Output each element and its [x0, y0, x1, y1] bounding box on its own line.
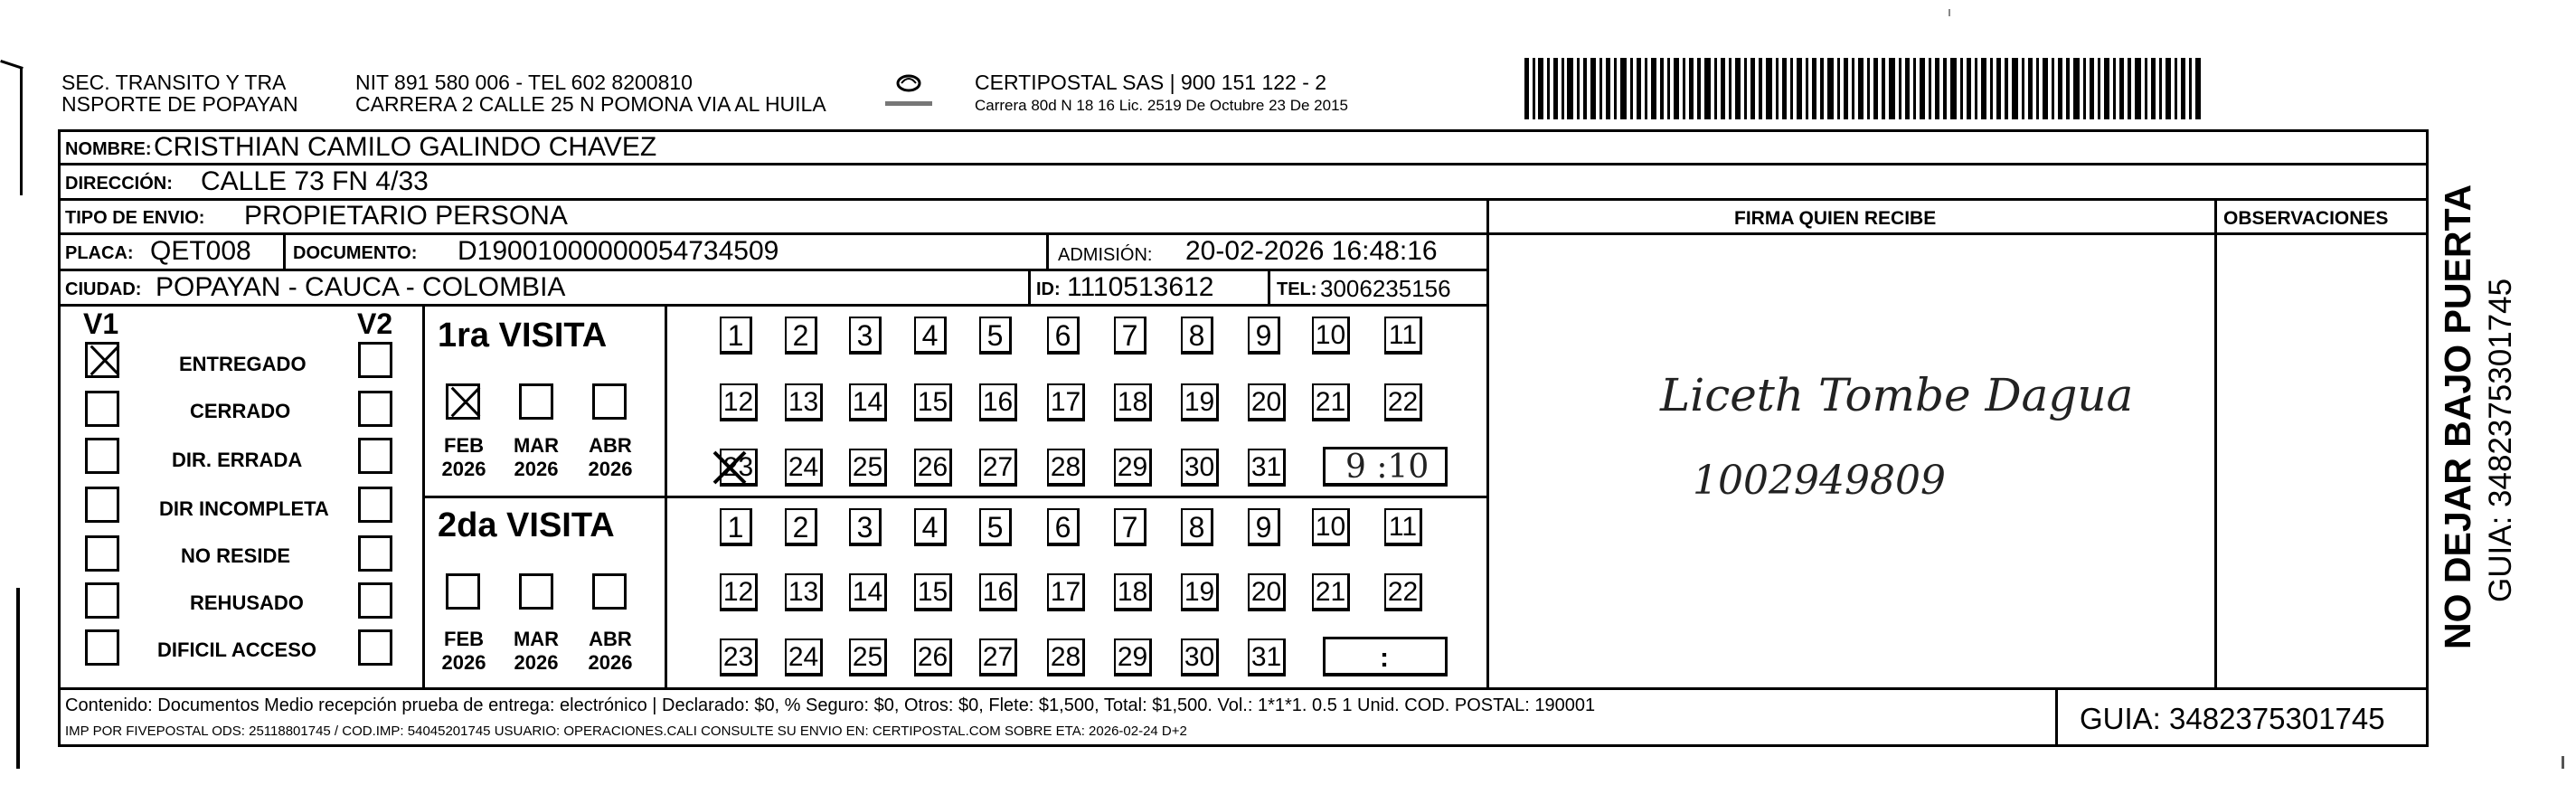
placa-value: QET008	[150, 236, 251, 266]
visit1-day-box[interactable]: 2	[785, 317, 817, 355]
visit2-day-box[interactable]: 17	[1047, 573, 1085, 611]
visit2-day-box[interactable]: 31	[1248, 638, 1286, 676]
visit2-day-box[interactable]: 30	[1181, 638, 1219, 676]
visit2-abr-checkbox[interactable]	[592, 573, 627, 610]
documento-value: D19001000000054734509	[458, 236, 779, 266]
ciudad-value: POPAYAN - CAUCA - COLOMBIA	[156, 272, 566, 302]
visit2-day-box[interactable]: 13	[785, 573, 823, 611]
visit1-day-box[interactable]: 1	[720, 317, 752, 355]
signature-id: 1002949809	[1693, 458, 1946, 504]
admision-value: 20-02-2026 16:48:16	[1185, 236, 1438, 266]
footer-contenido: Contenido: Documentos Medio recepción prueba de entrega: electrónico | Declarado: $0, % Seguro: $0, Otros: $0, Flete: $1,500, Total: $1,500. Vol.: 1*1*1. 0.5 1 Unid. COD. POSTAL: 190001	[65, 695, 1596, 715]
direccion-label: DIRECCIÓN:	[65, 174, 173, 194]
visit2-mar-checkbox[interactable]	[519, 573, 553, 610]
visit2-day-box[interactable]: 23	[720, 638, 758, 676]
visit2-day-box[interactable]: 7	[1114, 508, 1146, 546]
visit2-day-box[interactable]: 6	[1047, 508, 1080, 546]
rule-ciudad-id	[1028, 270, 1031, 306]
visit1-day-box[interactable]: 30	[1181, 449, 1219, 487]
visit2-day-box[interactable]: 27	[979, 638, 1017, 676]
barcode	[1524, 58, 2203, 119]
visit1-day-box[interactable]: 12	[720, 383, 758, 421]
ciudad-label: CIUDAD:	[65, 279, 142, 299]
visit1-day-box[interactable]: 5	[979, 317, 1012, 355]
visit1-day-box[interactable]: 4	[914, 317, 947, 355]
visit2-day-box[interactable]: 15	[914, 573, 952, 611]
v1-dir-errada-checkbox[interactable]	[85, 438, 119, 474]
footer-guia: GUIA: 3482375301745	[2080, 702, 2385, 735]
status-cerrado-label: CERRADO	[190, 400, 291, 422]
visit1-day-box[interactable]: 26	[914, 449, 952, 487]
courier-address: Carrera 80d N 18 16 Lic. 2519 De Octubre 23 De 2015	[975, 97, 1348, 114]
visit1-mar-checkbox[interactable]	[519, 383, 553, 420]
status-dificil-acceso-label: DIFICIL ACCESO	[157, 638, 317, 661]
visit1-day-box[interactable]: 14	[849, 383, 887, 421]
v1-dir-incompleta-checkbox[interactable]	[85, 487, 119, 523]
v2-dir-incompleta-checkbox[interactable]	[358, 487, 392, 523]
rule-firma-left	[1486, 198, 1489, 689]
visit1-day-box[interactable]: 22	[1384, 383, 1422, 421]
visit2-title: 2da VISITA	[438, 506, 615, 544]
v2-dir-errada-checkbox[interactable]	[358, 438, 392, 474]
visit1-day-23-cross-icon	[711, 447, 749, 488]
scan-speck	[1949, 9, 1950, 16]
rule-doc-adm	[1046, 234, 1049, 270]
rule-footer	[58, 687, 2429, 690]
visit2-day-box[interactable]: 1	[720, 508, 752, 546]
v2-no-reside-checkbox[interactable]	[358, 535, 392, 572]
admision-label: ADMISIÓN:	[1058, 245, 1153, 265]
visit1-feb-checkbox[interactable]	[446, 383, 480, 420]
visit1-abr-checkbox[interactable]	[592, 383, 627, 420]
visit2-day-box[interactable]: 20	[1248, 573, 1286, 611]
tipo-envio-label: TIPO DE ENVIO:	[65, 208, 205, 228]
visit1-day-box[interactable]: 24	[785, 449, 823, 487]
address-line: CARRERA 2 CALLE 25 N POMONA VIA AL HUILA	[355, 92, 826, 116]
visit2-day-box[interactable]: 8	[1181, 508, 1213, 546]
v1-entregado-checkbox[interactable]	[85, 342, 119, 378]
visit2-day-box[interactable]: 26	[914, 638, 952, 676]
visit1-time-value: 9 :10	[1345, 449, 1430, 486]
visit2-day-box[interactable]: 18	[1114, 573, 1152, 611]
tel-label: TEL:	[1277, 279, 1317, 299]
firma-label: FIRMA QUIEN RECIBE	[1734, 208, 1937, 229]
visit2-day-box[interactable]: 16	[979, 573, 1017, 611]
tel-value: 3006235156	[1320, 275, 1451, 302]
direccion-value: CALLE 73 FN 4/33	[201, 166, 429, 196]
v1-label: V1	[83, 307, 119, 340]
v1-cerrado-checkbox[interactable]	[85, 391, 119, 427]
visit2-day-box[interactable]: 21	[1312, 573, 1350, 611]
courier-name: CERTIPOSTAL SAS | 900 151 122 - 2	[975, 71, 1327, 94]
visit2-day-box[interactable]: 10	[1312, 508, 1350, 546]
id-value: 1110513612	[1067, 272, 1214, 302]
visit1-day-box[interactable]: 23	[720, 449, 758, 487]
status-entregado-label: ENTREGADO	[179, 353, 307, 375]
visit1-month-mar: MAR 2026	[513, 434, 560, 480]
visit1-day-box[interactable]: 9	[1248, 317, 1280, 355]
footer-imp: IMP POR FIVEPOSTAL ODS: 25118801745 / COD.IMP: 54045201745 USUARIO: OPERACIONES.CALI CONSULTE SU ENVIO EN: CERTIPOSTAL.COM SOBRE ETA: 2026-02-24 D+2	[65, 724, 1187, 739]
visit1-day-box[interactable]: 18	[1114, 383, 1152, 421]
visit1-day-box[interactable]: 29	[1114, 449, 1152, 487]
tipo-envio-value: PROPIETARIO PERSONA	[244, 201, 568, 231]
scan-edge-mark	[16, 588, 20, 769]
visit2-time-box[interactable]	[1323, 637, 1448, 676]
visit2-day-box[interactable]: 22	[1384, 573, 1422, 611]
visit1-day-box[interactable]: 10	[1312, 317, 1350, 355]
visit2-day-box[interactable]: 9	[1248, 508, 1280, 546]
visit1-day-box[interactable]: 7	[1114, 317, 1146, 355]
visit1-day-box[interactable]: 20	[1248, 383, 1286, 421]
rule-placa	[58, 269, 1488, 271]
visit1-month-feb: FEB 2026	[441, 434, 486, 480]
v1-no-reside-checkbox[interactable]	[85, 535, 119, 572]
visit1-day-box[interactable]: 11	[1384, 317, 1422, 355]
visit1-day-box[interactable]: 17	[1047, 383, 1085, 421]
visit2-month-feb: FEB 2026	[441, 628, 486, 674]
visit1-day-box[interactable]: 8	[1181, 317, 1213, 355]
visit1-day-box[interactable]: 15	[914, 383, 952, 421]
rule-guia-left	[2055, 687, 2058, 747]
v2-label: V2	[357, 307, 393, 340]
visit1-day-box[interactable]: 13	[785, 383, 823, 421]
rule-id-tel	[1268, 270, 1270, 306]
v2-dificil-acceso-checkbox[interactable]	[358, 629, 392, 666]
issuer-line-2: NSPORTE DE POPAYAN	[61, 92, 298, 116]
visit2-day-box[interactable]: 5	[979, 508, 1012, 546]
v2-rehusado-checkbox[interactable]	[358, 582, 392, 619]
documento-label: DOCUMENTO:	[293, 243, 418, 263]
rule-obs-left	[2214, 198, 2217, 689]
side-warning: NO DEJAR BAJO PUERTA	[2437, 184, 2478, 649]
visit1-title: 1ra VISITA	[438, 317, 608, 355]
rule-firma-top	[1486, 232, 2429, 235]
visit2-day-box[interactable]: 29	[1114, 638, 1152, 676]
visit1-day-box[interactable]: 21	[1312, 383, 1350, 421]
status-no-reside-label: NO RESIDE	[181, 544, 291, 567]
visit2-day-box[interactable]: 25	[849, 638, 887, 676]
visit2-month-mar: MAR 2026	[513, 628, 560, 674]
placa-label: PLACA:	[65, 243, 134, 263]
visit2-day-box[interactable]: 4	[914, 508, 947, 546]
visit2-time-value: :	[1380, 643, 1389, 673]
visit2-day-box[interactable]: 28	[1047, 638, 1085, 676]
visit1-day-box[interactable]: 28	[1047, 449, 1085, 487]
visit1-day-box[interactable]: 6	[1047, 317, 1080, 355]
rule-ciudad	[58, 304, 1488, 307]
observaciones-label: OBSERVACIONES	[2223, 208, 2389, 229]
scan-edge-mark	[20, 69, 23, 195]
visit2-day-box[interactable]: 19	[1181, 573, 1219, 611]
id-label: ID:	[1036, 279, 1061, 299]
v2-entregado-checkbox[interactable]	[358, 342, 392, 378]
v2-cerrado-checkbox[interactable]	[358, 391, 392, 427]
rule-nombre	[58, 163, 2429, 166]
nombre-value: CRISTHIAN CAMILO GALINDO CHAVEZ	[154, 132, 657, 162]
rule-visits	[422, 496, 1489, 498]
visit2-day-box[interactable]: 14	[849, 573, 887, 611]
scan-speck	[2562, 756, 2564, 769]
visit2-day-box[interactable]: 3	[849, 508, 882, 546]
visit2-day-box[interactable]: 2	[785, 508, 817, 546]
visit1-day-box[interactable]: 19	[1181, 383, 1219, 421]
visit1-day-box[interactable]: 31	[1248, 449, 1286, 487]
signature-name: Liceth Tombe Dagua	[1660, 369, 2134, 421]
visit1-day-box[interactable]: 16	[979, 383, 1017, 421]
status-dir-errada-label: DIR. ERRADA	[172, 449, 303, 471]
courier-logo-icon	[882, 69, 936, 114]
v1-dificil-acceso-checkbox[interactable]	[85, 629, 119, 666]
visit2-month-abr: ABR 2026	[588, 628, 633, 674]
status-rehusado-label: REHUSADO	[190, 591, 304, 614]
visit1-day-box[interactable]: 27	[979, 449, 1017, 487]
side-guia: GUIA: 3482375301745	[2483, 278, 2518, 602]
visit2-day-box[interactable]: 24	[785, 638, 823, 676]
visit1-day-box[interactable]: 3	[849, 317, 882, 355]
visit1-day-box[interactable]: 25	[849, 449, 887, 487]
visit1-time-box[interactable]	[1323, 447, 1448, 487]
nombre-label: NOMBRE:	[65, 139, 152, 159]
visit1-month-abr: ABR 2026	[588, 434, 633, 480]
visit2-feb-checkbox[interactable]	[446, 573, 480, 610]
status-dir-incompleta-label: DIR INCOMPLETA	[159, 497, 329, 520]
rule-placa-doc	[283, 234, 286, 270]
issuer-line-1: SEC. TRANSITO Y TRA	[61, 71, 287, 94]
visit2-day-box[interactable]: 12	[720, 573, 758, 611]
nit-line: NIT 891 580 006 - TEL 602 8200810	[355, 71, 693, 94]
visit2-day-box[interactable]: 11	[1384, 508, 1422, 546]
v1-rehusado-checkbox[interactable]	[85, 582, 119, 619]
